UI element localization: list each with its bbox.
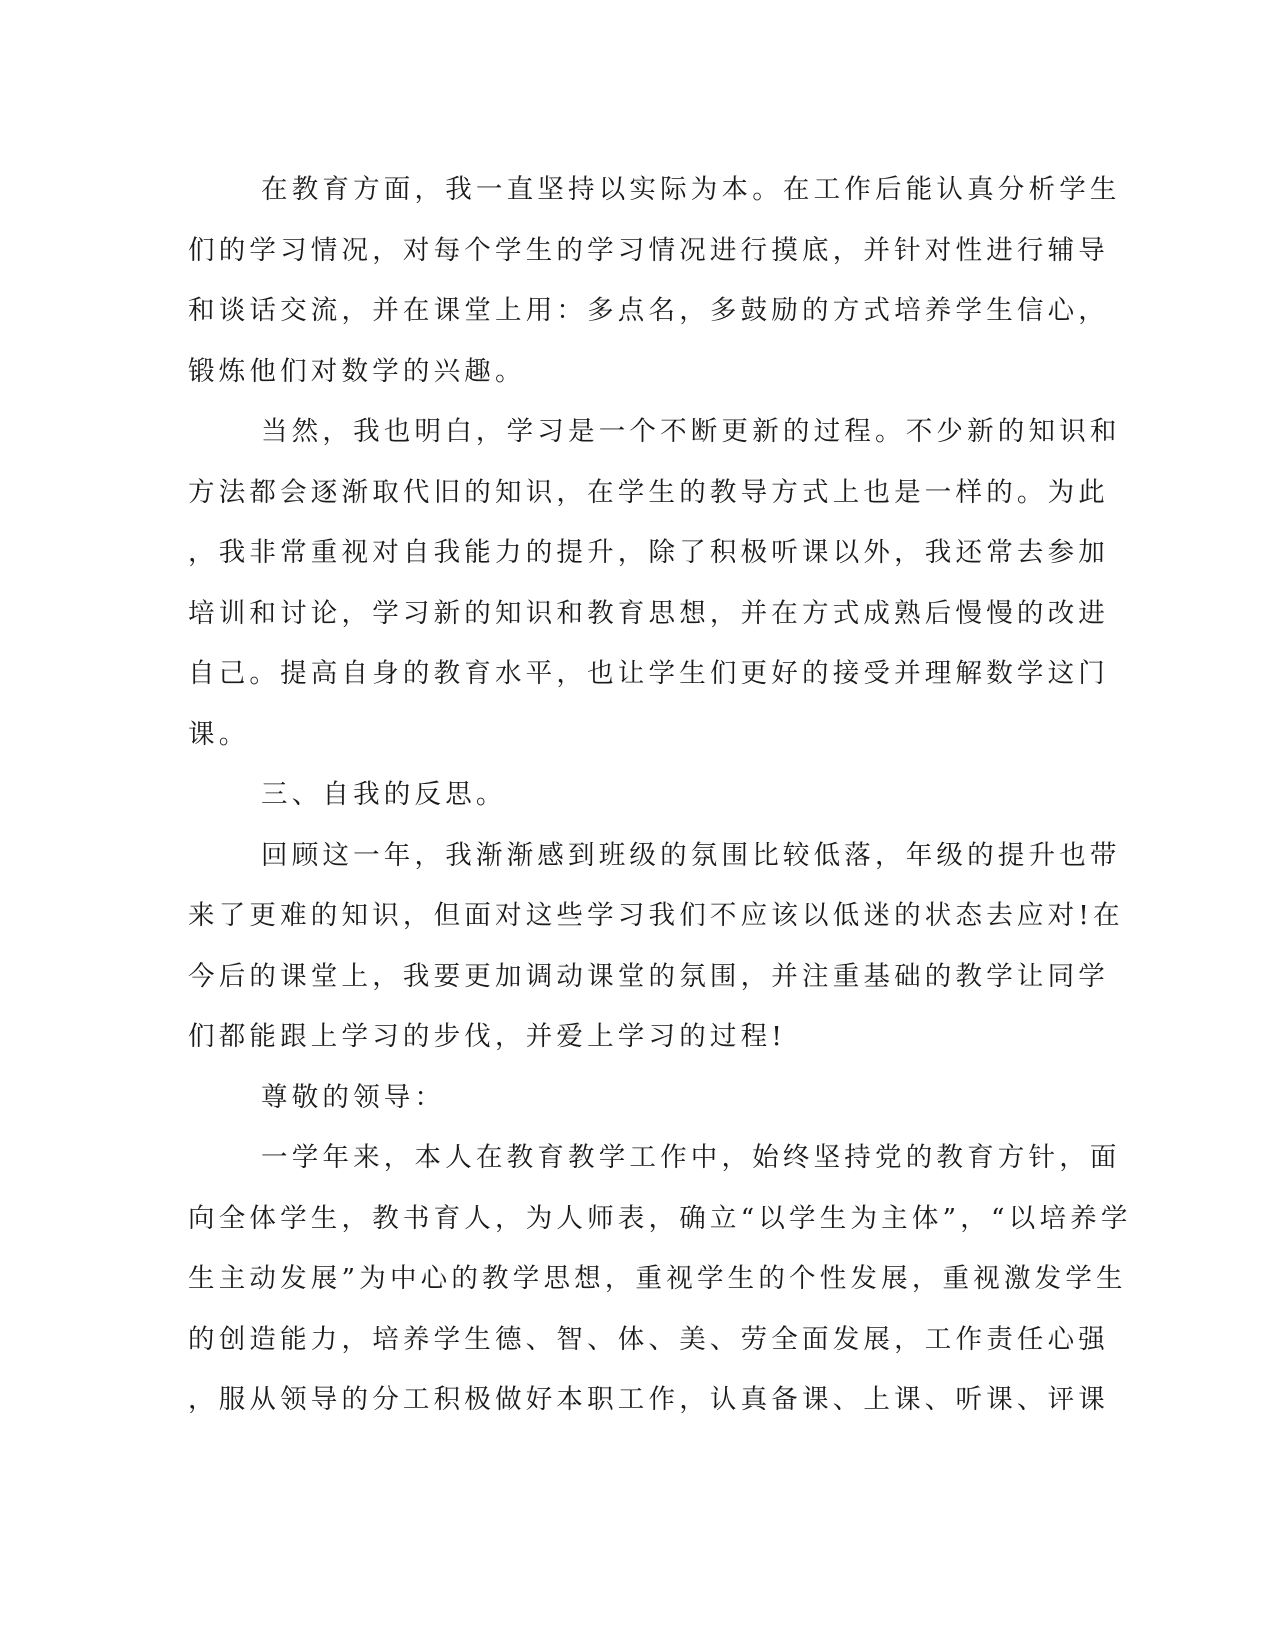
text-line: 方法都会逐渐取代旧的知识，在学生的教导方式上也是一样的。为此 xyxy=(188,476,1109,508)
text-line: 锻炼他们对数学的兴趣。 xyxy=(188,355,526,387)
text-line: 向全体学生，教书育人，为人师表，确立“以学生为主体”，“以培养学 xyxy=(188,1202,1132,1234)
section-heading xyxy=(188,765,1068,826)
paragraph-1 xyxy=(188,160,1121,402)
text-line: 们都能跟上学习的步伐，并爱上学习的过程! xyxy=(188,1021,787,1052)
paragraph-2 xyxy=(188,402,1121,765)
text-line: 培训和讨论，学习新的知识和教育思想，并在方式成熟后慢慢的改进 xyxy=(188,597,1109,629)
salutation xyxy=(188,1068,1068,1129)
text-line: 们的学习情况，对每个学生的学习情况进行摸底，并针对性进行辅导 xyxy=(188,234,1109,266)
text-line: 和谈话交流，并在课堂上用：多点名，多鼓励的方式培养学生信心， xyxy=(188,295,1109,326)
text-line: ，服从领导的分工积极做好本职工作，认真备课、上课、听课、评课 xyxy=(188,1384,1109,1415)
text-line: 来了更难的知识，但面对这些学习我们不应该以低迷的状态去应对!在 xyxy=(188,900,1124,931)
text-line: 课。 xyxy=(188,718,250,750)
text-line: 自己。提高自身的教育水平，也让学生们更好的接受并理解数学这门 xyxy=(188,658,1109,689)
text-line: 今后的课堂上，我要更加调动课堂的氛围，并注重基础的教学让同学 xyxy=(188,960,1109,992)
text-line: 当然，我也明白，学习是一个不断更新的过程。不少新的知识和 xyxy=(261,416,1121,447)
text-line: ，我非常重视对自我能力的提升，除了积极听课以外，我还常去参加 xyxy=(188,537,1109,568)
salutation-line: 尊敬的领导： xyxy=(261,1081,446,1113)
paragraph-3 xyxy=(188,826,1124,1068)
text-line: 一学年来，本人在教育教学工作中，始终坚持党的教育方针，面 xyxy=(261,1142,1121,1173)
document-body xyxy=(188,160,1132,1431)
text-line: 回顾这一年，我渐渐感到班级的氛围比较低落，年级的提升也带 xyxy=(261,839,1121,871)
text-line: 生主动发展”为中心的教学思想，重视学生的个性发展，重视激发学生 xyxy=(188,1263,1127,1294)
heading-line: 三、自我的反思。 xyxy=(261,779,507,810)
text-line: 在教育方面，我一直坚持以实际为本。在工作后能认真分析学生 xyxy=(261,174,1121,205)
text-line: 的创造能力，培养学生德、智、体、美、劳全面发展，工作责任心强 xyxy=(188,1323,1109,1355)
paragraph-4 xyxy=(188,1128,1132,1431)
